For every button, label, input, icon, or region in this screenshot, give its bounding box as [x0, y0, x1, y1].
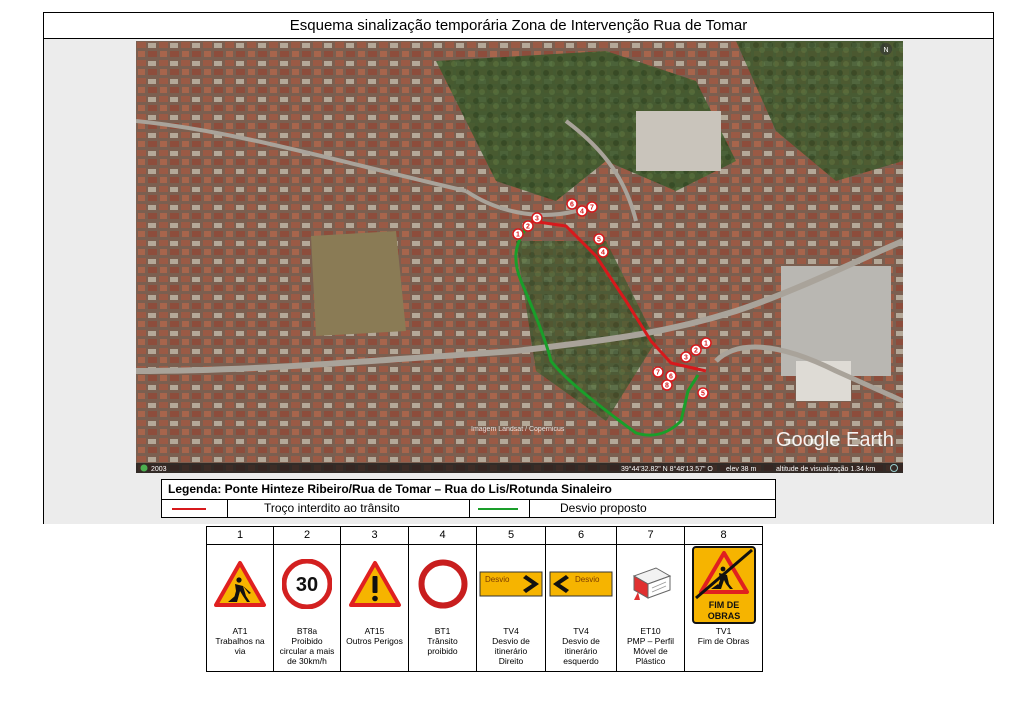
- svg-text:2003: 2003: [151, 466, 167, 473]
- end-of-works-line-1: FIM DE: [708, 600, 739, 610]
- sign-column-4: [409, 527, 477, 671]
- sign-number: 4: [409, 527, 476, 545]
- legend-closed-swatch-cell: [162, 500, 228, 518]
- detour-route-swatch: [478, 508, 518, 510]
- map-canvas: [136, 41, 903, 473]
- svg-text:7: 7: [590, 204, 594, 212]
- svg-text:8: 8: [665, 382, 669, 390]
- map-marker[interactable]: [691, 345, 701, 355]
- sign-number: 5: [477, 527, 545, 545]
- north-compass-icon[interactable]: [880, 43, 892, 55]
- eye-altitude-readout: altitude de visualização 1.34 km: [776, 466, 876, 473]
- map-marker[interactable]: [567, 199, 577, 209]
- svg-text:6: 6: [570, 201, 574, 209]
- sign-caption: ET10 PMP – Perfil Móvel de Plástico: [626, 626, 675, 666]
- legend-row: [162, 500, 775, 518]
- svg-text:30: 30: [295, 574, 319, 596]
- svg-text:5: 5: [701, 390, 705, 398]
- map-marker[interactable]: [662, 380, 672, 390]
- page-title: Esquema sinalização temporária Zona de Intervenção Rua de Tomar: [44, 13, 993, 39]
- svg-text:1: 1: [704, 340, 708, 348]
- sign-column-1: [207, 527, 274, 671]
- sign-number: 7: [617, 527, 684, 545]
- map-marker[interactable]: [587, 202, 597, 212]
- sign-column-6: [546, 527, 617, 671]
- svg-text:N: N: [883, 47, 889, 54]
- sign-caption: TV4 Desvio de itinerário Direito: [492, 626, 530, 666]
- legend-closed-label: Troço interdito ao trânsito: [264, 501, 400, 515]
- sign-column-5: [477, 527, 546, 671]
- sign-caption: AT1 Trabalhos na via: [215, 626, 265, 656]
- svg-text:3: 3: [535, 215, 539, 223]
- sign-number: 8: [685, 527, 762, 545]
- elevation-readout: elev 38 m: [726, 466, 757, 473]
- svg-text:2: 2: [694, 347, 698, 355]
- sign-column-2: [274, 527, 341, 671]
- svg-text:4: 4: [580, 208, 584, 216]
- map-marker[interactable]: [598, 247, 608, 257]
- svg-text:2: 2: [526, 223, 530, 231]
- legend-detour-label-cell: [530, 500, 776, 518]
- svg-text:Desvio: Desvio: [575, 575, 600, 584]
- sign-caption: TV1 Fim de Obras: [697, 626, 750, 646]
- map-marker[interactable]: [513, 229, 523, 239]
- sign-column-3: [341, 527, 409, 671]
- sign-number: 2: [274, 527, 340, 545]
- sign-caption: TV4 Desvio de itinerário esquerdo: [562, 626, 600, 666]
- sign-column-7: [617, 527, 685, 671]
- svg-text:3: 3: [684, 354, 688, 362]
- svg-text:1: 1: [516, 231, 520, 239]
- sign-number: 3: [341, 527, 408, 545]
- map-marker[interactable]: [653, 367, 663, 377]
- legend-detour-label: Desvio proposto: [560, 501, 647, 515]
- end-of-works-line-2: OBRAS: [707, 611, 740, 621]
- svg-text:6: 6: [669, 373, 673, 381]
- satellite-map: [136, 41, 903, 473]
- map-panel: [44, 39, 993, 524]
- signs-table: [206, 526, 763, 672]
- map-marker[interactable]: [594, 234, 604, 244]
- image-credit: Imagem Landsat / Copernicus: [471, 426, 565, 433]
- svg-text:Desvio: Desvio: [485, 575, 510, 584]
- map-legend: [161, 479, 776, 518]
- coordinates-readout: 39°44'32.82" N 8°48'13.57" O: [621, 466, 713, 473]
- sign-number: 6: [546, 527, 616, 545]
- sign-caption: BT8a Proibido circular a mais de 30km/h: [279, 626, 335, 666]
- legend-closed-label-cell: [228, 500, 470, 518]
- map-marker[interactable]: [532, 213, 542, 223]
- google-earth-watermark: Google Earth: [776, 429, 894, 451]
- svg-text:7: 7: [656, 369, 660, 377]
- sign-number: 1: [207, 527, 273, 545]
- sign-column-8: [685, 527, 762, 671]
- svg-text:5: 5: [597, 236, 601, 244]
- map-marker[interactable]: [523, 221, 533, 231]
- closed-route-swatch: [172, 508, 206, 510]
- legend-title: Legenda: Ponte Hinteze Ribeiro/Rua de Tomar – Rua do Lis/Rotunda Sinaleiro: [162, 480, 775, 500]
- svg-text:4: 4: [601, 249, 605, 257]
- legend-detour-swatch-cell: [470, 500, 530, 518]
- map-marker[interactable]: [701, 338, 711, 348]
- map-marker[interactable]: [681, 352, 691, 362]
- sign-caption: AT15 Outros Perigos: [346, 626, 403, 646]
- map-marker[interactable]: [698, 388, 708, 398]
- map-marker[interactable]: [577, 206, 587, 216]
- sign-caption: BT1 Trânsito proibido: [427, 626, 458, 656]
- scheme-frame: [43, 12, 994, 524]
